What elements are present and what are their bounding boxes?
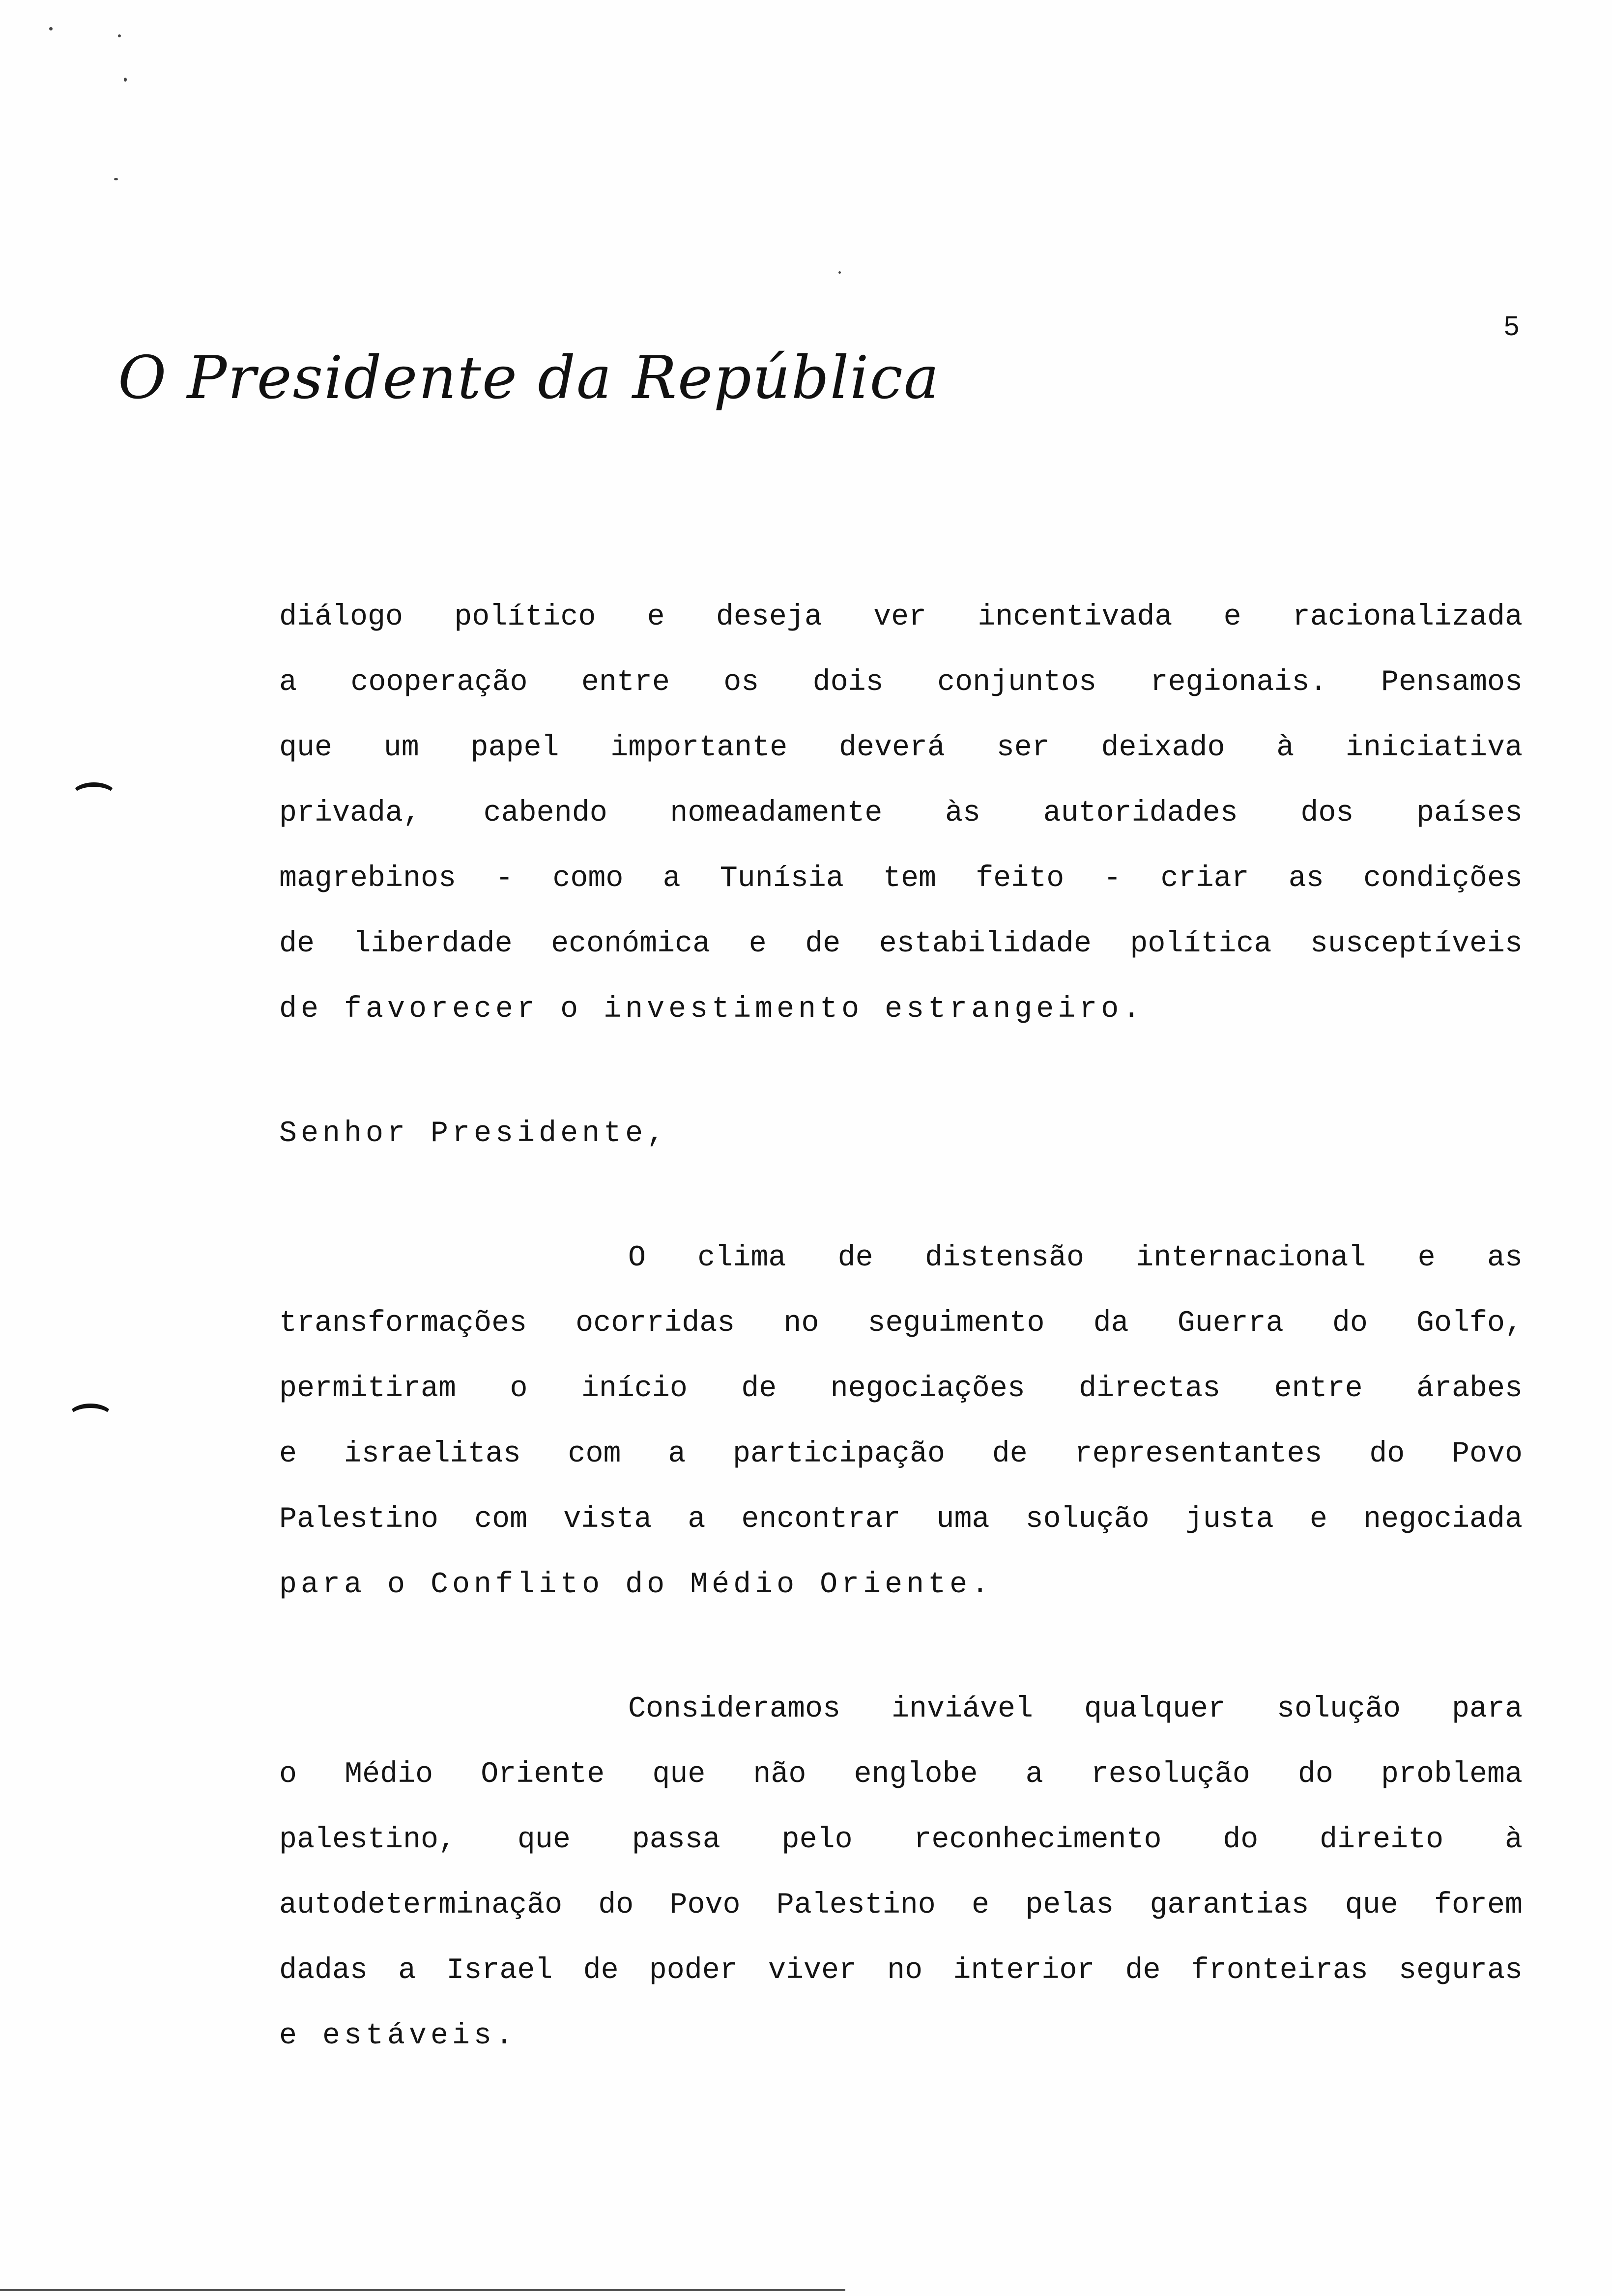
scan-speck (124, 78, 127, 82)
text-line: diálogo político e deseja ver incentivada e racionalizada (279, 601, 1523, 634)
margin-mark (71, 782, 116, 808)
salutation-paragraph (279, 1101, 1523, 1167)
text-line: palestino, que passa pelo reconhecimento do direito à (279, 1823, 1523, 1857)
text-line: transformações ocorridas no seguimento da Guerra do Golfo, (279, 1307, 1523, 1340)
text-line: permitiram o início de negociações directas entre árabes (279, 1372, 1523, 1406)
letter-body (279, 585, 1523, 2069)
text-line: Consideramos inviável qualquer solução para (628, 1693, 1523, 1726)
text-line: O clima de distensão internacional e as (628, 1241, 1523, 1275)
text-line: e estáveis. (279, 2019, 518, 2053)
paragraph (279, 1226, 1523, 1618)
text-line: magrebinos - como a Tunísia tem feito - criar as condições (279, 862, 1523, 895)
text-line: autodeterminação do Povo Palestino e pelas garantias que forem (279, 1889, 1523, 1922)
text-line: que um papel importante deverá ser deixado à iniciativa (279, 731, 1523, 765)
scan-speck (49, 27, 53, 30)
scan-speck (114, 178, 118, 180)
text-line: e israelitas com a participação de representantes do Povo (279, 1437, 1523, 1471)
text-line: o Médio Oriente que não englobe a resolução do problema (279, 1758, 1523, 1791)
scan-speck (118, 34, 121, 37)
salutation: Senhor Presidente, (279, 1117, 669, 1150)
page-number: 5 (1504, 310, 1520, 341)
letterhead-script: O Presidente da República (118, 344, 940, 412)
scan-speck (838, 271, 841, 274)
text-line: para o Conflito do Médio Oriente. (279, 1568, 993, 1602)
text-line: Palestino com vista a encontrar uma solução justa e negociada (279, 1503, 1523, 1536)
text-line: dadas a Israel de poder viver no interior de fronteiras seguras (279, 1954, 1523, 1987)
text-line: privada, cabendo nomeadamente às autoridades dos países (279, 797, 1523, 830)
scan-edge-line (0, 2289, 845, 2291)
margin-mark (68, 1404, 113, 1430)
text-line: a cooperação entre os dois conjuntos regionais. Pensamos (279, 666, 1523, 699)
paragraph (279, 585, 1523, 1042)
paragraph (279, 1677, 1523, 2069)
text-line: de favorecer o investimento estrangeiro. (279, 993, 1145, 1026)
text-line: de liberdade económica e de estabilidade política susceptíveis (279, 927, 1523, 961)
